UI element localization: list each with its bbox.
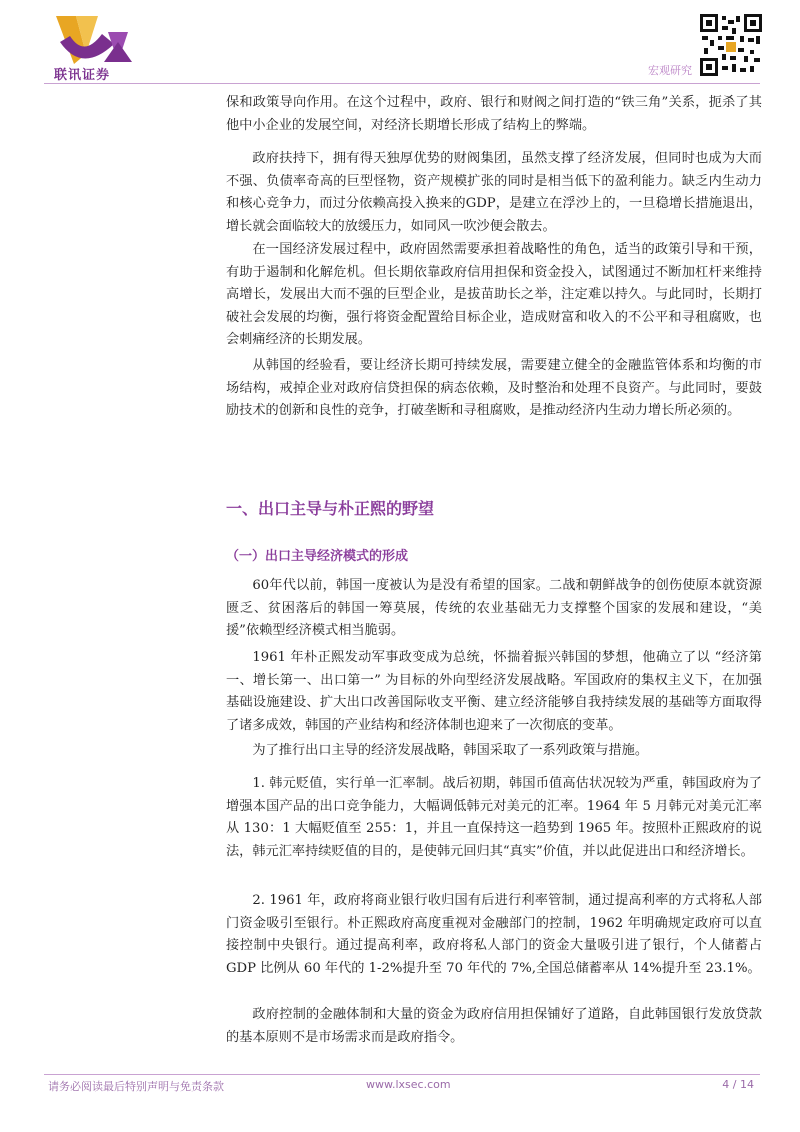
section-heading: 一、出口主导与朴正熙的野望 — [226, 499, 435, 518]
paragraph: 1. 韩元贬值，实行单一汇率制。战后初期，韩国币值高估状况较为严重，韩国政府为了增强本国产品的出口竞争能力，大幅调低韩元对美元的汇率。1964 年 5 月韩元对美元汇率从 130：1 大幅贬值至 255：1，并且一直保持这一趋势到 1965 年。按照朴正熙政府的说法，韩元汇率持续贬值的目的，是使韩元回归其“真实”价值，并以此促进出口和经济增长。 — [226, 776, 762, 859]
paragraph: 为了推行出口主导的经济发展战略，韩国采取了一系列政策与措施。 — [252, 743, 649, 758]
qr-code-icon — [700, 14, 762, 76]
website-link[interactable]: www.lxsec.com — [366, 1078, 451, 1091]
paragraph: 1961 年朴正熙发动军事政变成为总统，怀揣着振兴韩国的梦想，他确立了以 “经济第一、增长第一、出口第一” 为目标的外向型经济发展战略。军国政府的集权主义下，在加强基础设施建设、扩大出口改善国际收支平衡、建立经济能够自我持续发展的基础等方面取得了诸多成效，韩国的产业结构和经济体制也迎来了一次彻底的变革。 — [226, 650, 762, 733]
page-number: 4 / 14 — [722, 1078, 754, 1091]
subsection-heading: （一）出口主导经济模式的形成 — [226, 549, 409, 564]
paragraph: 保和政策导向作用。在这个过程中，政府、银行和财阀之间打造的“铁三角”关系，扼杀了其他中小企业的发展空间，对经济长期增长形成了结构上的弊端。 — [226, 95, 762, 133]
paragraph: 政府扶持下，拥有得天独厚优势的财阀集团，虽然支撑了经济发展，但同时也成为大而不强、负债率奇高的巨型怪物，资产规模扩张的同时是相当低下的盈利能力。缺乏内生动力和核心竞争力，而过分依赖高投入换来的GDP，是建立在浮沙上的，一旦稳增长措施退出，增长就会面临较大的放缓压力，如同风一吹沙便会散去。 — [226, 151, 762, 234]
logo-text: 联讯证券 — [54, 68, 111, 83]
disclaimer-link[interactable]: 请务必阅读最后特别声明与免责条款 — [48, 1080, 224, 1093]
footer-divider — [44, 1074, 760, 1075]
report-category: 宏观研究 — [648, 64, 692, 77]
paragraph: 从韩国的经验看，要让经济长期可持续发展，需要建立健全的金融监管体系和均衡的市场结构，戒掉企业对政府信贷担保的病态依赖，及时整治和处理不良资产。与此同时，要鼓励技术的创新和良性的竞争，打破垄断和寻租腐败，是推动经济内生动力增长所必须的。 — [226, 358, 762, 419]
page-header — [0, 0, 800, 88]
paragraph: 2. 1961 年，政府将商业银行收归国有后进行利率管制，通过提高利率的方式将私人部门资金吸引至银行。朴正熙政府高度重视对金融部门的控制，1962 年明确规定政府可以直接控制中央银行。通过提高利率，政府将私人部门的资金大量吸引进了银行，个人储蓄占 GDP 比例从 60 年代的 1-2%提升至 70 年代的 7%,全国总储蓄率从 14%提升至 23.1%。 — [226, 893, 762, 976]
paragraph: 60年代以前，韩国一度被认为是没有希望的国家。二战和朝鲜战争的创伤使原本就资源匮乏、贫困落后的韩国一筹莫展，传统的农业基础无力支撑整个国家的发展和建设，“美援”依赖型经济模式相当脆弱。 — [226, 578, 762, 639]
paragraph: 在一国经济发展过程中，政府固然需要承担着战略性的角色，适当的政策引导和干预，有助于遏制和化解危机。但长期依靠政府信用担保和资金投入，试图通过不断加杠杆来维持高增长，发展出大而不强的巨型企业，是拔苗助长之举，注定难以持久。与此同时，长期打破社会发展的均衡，强行将资金配置给目标企业，造成财富和收入的不公平和寻租腐败，也会刺痛经济的长期发展。 — [226, 242, 762, 348]
header-divider — [44, 83, 760, 84]
paragraph: 政府控制的金融体制和大量的资金为政府信用担保铺好了道路，自此韩国银行发放贷款的基本原则不是市场需求而是政府指令。 — [226, 1007, 762, 1045]
